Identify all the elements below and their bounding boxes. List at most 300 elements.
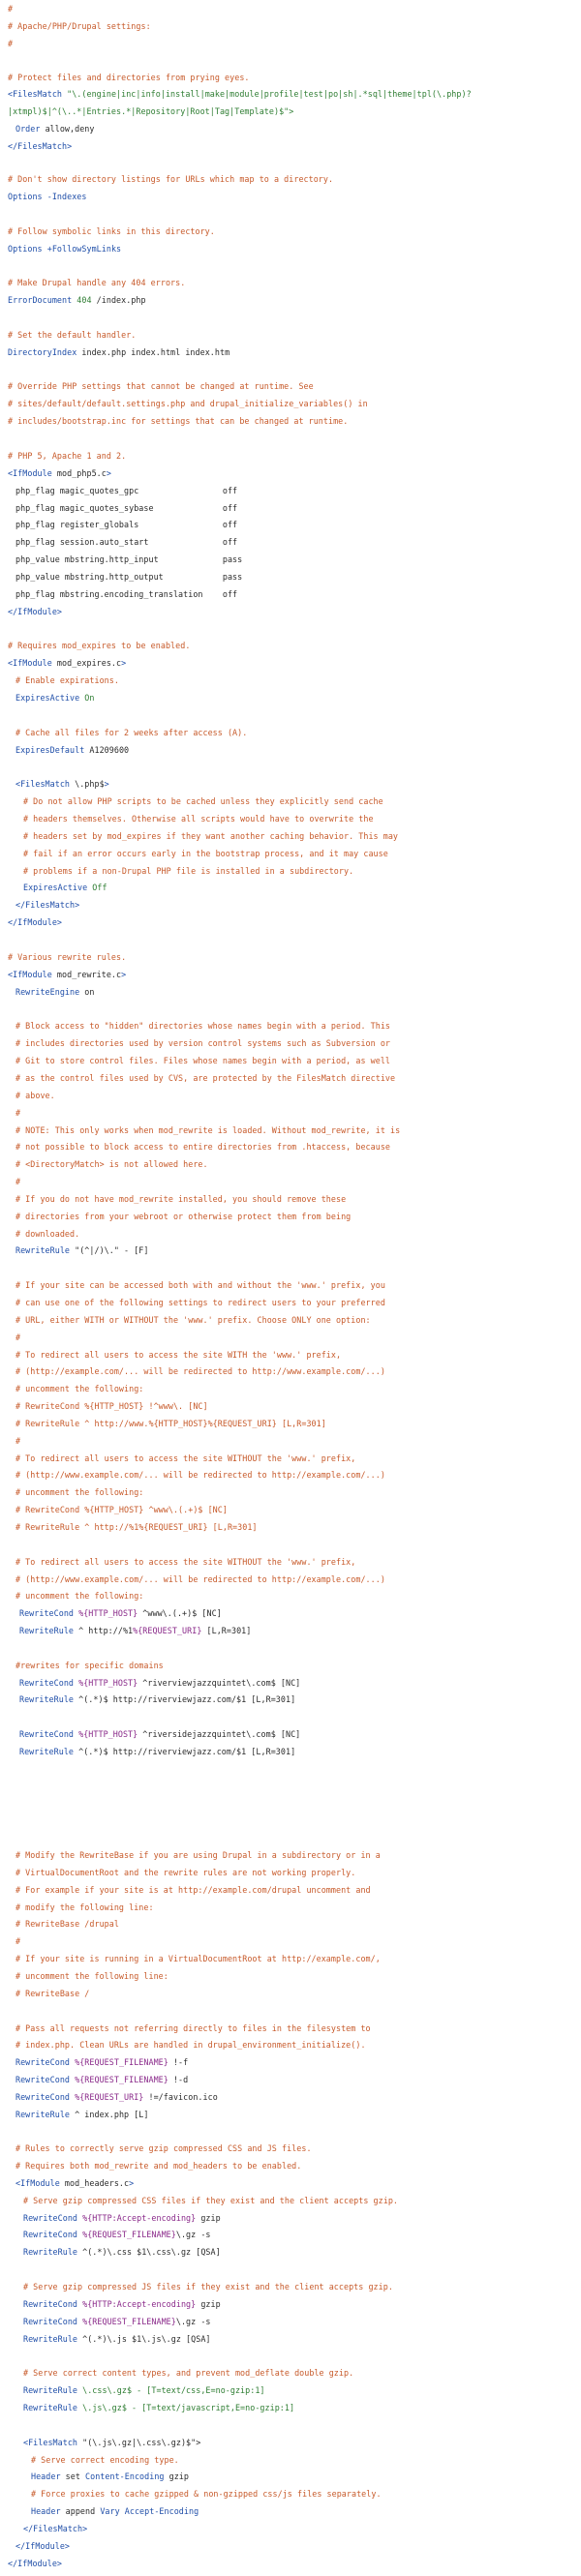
code-line <box>15 2142 312 2154</box>
code-line <box>8 467 111 479</box>
code-token: !=/favicon.ico <box>143 2092 218 2102</box>
code-token: %{REQUEST_FILENAME} <box>82 2317 176 2326</box>
code-line <box>15 2056 188 2068</box>
code-token: # For example if your site is at http://example.com/drupal uncomment and <box>15 1885 371 1895</box>
code-line <box>23 2316 211 2327</box>
code-line <box>15 1158 208 1170</box>
code-line <box>8 380 314 392</box>
code-token: # index.php. Clean URLs are handled in drupal_environment_initialize(). <box>15 2040 366 2050</box>
code-token: # not possible to block access to entire directories from .htaccess, because <box>15 1142 391 1152</box>
code-token: %{HTTP:Accept-encoding} <box>82 2213 197 2223</box>
code-token: RewriteRule <box>23 2385 83 2395</box>
code-line <box>8 969 126 980</box>
code-token: </IfModule> <box>8 2559 63 2568</box>
code-line <box>15 1297 385 1308</box>
code-token: %{REQUEST_FILENAME} <box>75 2057 168 2067</box>
code-token: ^ index.php [L] <box>75 2110 149 2119</box>
code-line <box>15 1935 20 1947</box>
code-token: # Make Drupal handle any 404 errors. <box>8 278 186 287</box>
code-line <box>15 1228 79 1240</box>
code-token: # <box>15 1333 21 1342</box>
code-token: # If your site is running in a VirtualDocumentRoot at http://example.com/, <box>15 1954 381 1963</box>
code-line <box>15 1072 395 1084</box>
code-token: <IfModule <box>8 468 57 478</box>
code-line <box>15 1573 385 1585</box>
code-line <box>15 1902 154 1913</box>
code-line <box>15 1884 371 1896</box>
code-line <box>15 1314 371 1326</box>
code-token: # uncomment the following: <box>15 1384 144 1393</box>
code-token: php_flag register_globals off <box>15 520 238 529</box>
code-line <box>15 1590 143 1602</box>
code-line <box>8 329 136 341</box>
code-token: RewriteRule <box>19 1626 79 1635</box>
code-line <box>15 1332 20 1343</box>
code-token: # headers themselves. Otherwise all scripts would have to overwrite the <box>23 814 374 824</box>
code-line <box>8 88 472 100</box>
code-token: <IfModule <box>8 658 57 668</box>
code-token: \.gz -s <box>175 2230 211 2239</box>
code-token: # If your site can be accessed both with and without the 'www.' prefix, you <box>15 1280 385 1290</box>
code-token: On <box>84 693 95 703</box>
code-token: %{REQUEST_FILENAME} <box>82 2230 176 2239</box>
code-token: php_flag mbstring.encoding_translation off <box>15 589 238 599</box>
code-line <box>15 1176 20 1187</box>
code-token: ExpiresDefault <box>15 745 90 755</box>
code-token: ExpiresActive <box>23 883 93 892</box>
code-token: # Serve gzip compressed JS files if they exist and the client accepts gzip. <box>23 2282 393 2291</box>
code-line <box>19 1607 222 1619</box>
code-token: %{REQUEST_URI} <box>75 2092 144 2102</box>
code-token: # directories from your webroot or otherwise protect them from being <box>15 1212 352 1221</box>
code-token: # (http://example.com/... will be redirected to http://www.example.com/...) <box>15 1366 385 1376</box>
code-token: ^riversidejazzquintet\.com$ [NC] <box>138 1729 301 1739</box>
code-line <box>15 899 79 911</box>
code-line <box>15 1556 355 1568</box>
code-token: php_flag magic_quotes_gpc off <box>15 486 238 495</box>
code-line <box>15 1660 164 1671</box>
code-line <box>15 1953 381 1964</box>
code-line <box>15 986 94 998</box>
code-token: gzip <box>168 2471 189 2481</box>
code-token: !-f <box>168 2057 189 2067</box>
code-token: php_flag magic_quotes_sybase off <box>15 503 238 513</box>
code-line <box>19 1693 295 1705</box>
code-line <box>23 795 383 807</box>
code-token: # To redirect all users to access the site WITHOUT the 'www.' prefix, <box>15 1453 356 1463</box>
code-token: Vary Accept-Encoding <box>100 2506 199 2516</box>
code-line <box>23 2212 221 2224</box>
code-token: RewriteCond <box>19 1678 79 1688</box>
code-token: \.gz -s <box>175 2317 211 2326</box>
code-token: # Apache/PHP/Drupal settings: <box>8 21 151 31</box>
code-line <box>8 243 121 255</box>
code-token: [L,R=301] <box>201 1626 252 1635</box>
code-token: # <box>15 1177 21 1186</box>
code-line <box>23 2281 393 2292</box>
code-token: # Serve gzip compressed CSS files if they exist and the client accepts gzip. <box>23 2196 399 2205</box>
code-token: # PHP 5, Apache 1 and 2. <box>8 451 127 461</box>
code-token: gzip <box>196 2213 221 2223</box>
code-token: # uncomment the following: <box>15 1591 144 1601</box>
code-token: /index.php <box>91 295 146 305</box>
code-token: # Protect files and directories from prying eyes. <box>8 73 250 82</box>
code-token: mod_php5.c <box>56 468 107 478</box>
code-token: # uncomment the following: <box>15 1487 144 1497</box>
code-token: # can use one of the following settings to redirect users to your preferred <box>15 1298 385 1307</box>
code-line <box>15 2091 218 2103</box>
code-line <box>15 1365 385 1377</box>
code-token: </FilesMatch> <box>8 141 73 151</box>
code-token: allow,deny <box>45 124 95 134</box>
code-token: %{HTTP_HOST} <box>78 1608 138 1618</box>
code-token: RewriteCond <box>15 2057 76 2067</box>
code-line <box>19 1625 251 1636</box>
code-token: # Serve correct content types, and prevent mod_deflate double gzip. <box>23 2368 354 2378</box>
code-token: |xtmpl)$|^(\..*|Entries.*|Repository|Root|Tag|Template)$"> <box>8 106 294 116</box>
code-line <box>15 2109 149 2120</box>
code-token: "(^|/)\." - [F] <box>75 1245 149 1255</box>
code-token: # Modify the RewriteBase if you are using Drupal in a subdirectory or in a <box>15 1850 381 1860</box>
code-line <box>15 727 247 738</box>
code-token: # Git to store control files. Files whose names begin with a period, as well <box>15 1056 391 1065</box>
code-line <box>15 1037 390 1049</box>
code-line <box>15 519 237 530</box>
code-token: # Cache all files for 2 weeks after access (A). <box>15 728 248 737</box>
code-token: "\.(engine|inc|info|install|make|module|profile|test|po|sh|.*sql|theme|tpl(\.php)? <box>67 89 472 99</box>
code-token: # uncomment the following line: <box>15 1971 168 1981</box>
code-token: # (http://www.example.com/... will be redirected to http://example.com/...) <box>15 1574 385 1584</box>
code-token: # Force proxies to cache gzipped & non-gzipped css/js files separately. <box>31 2489 382 2499</box>
code-line <box>23 2195 398 2206</box>
code-line <box>15 554 242 565</box>
code-token: ^(.*)$ http://riverviewjazz.com/$1 [L,R=301] <box>78 1694 296 1704</box>
code-line <box>15 536 237 548</box>
code-token: RewriteRule <box>19 1694 79 1704</box>
code-token: # Requires both mod_rewrite and mod_headers to be enabled. <box>15 2161 302 2171</box>
code-line <box>23 2384 265 2396</box>
code-token: # RewriteCond %{HTTP_HOST} ^www\.(.+)$ [NC] <box>15 1505 228 1514</box>
code-line <box>31 2488 382 2500</box>
code-token: Content-Encoding <box>85 2471 169 2481</box>
code-token: # includes directories used by version control systems such as Subversion or <box>15 1038 391 1048</box>
code-line <box>15 1124 400 1136</box>
code-line <box>15 1486 143 1498</box>
code-token: RewriteCond <box>23 2213 83 2223</box>
code-line <box>15 1988 89 1999</box>
code-line <box>15 1400 208 1412</box>
code-line <box>8 105 293 117</box>
code-token: php_value mbstring.http_output pass <box>15 572 243 582</box>
code-token: # downloaded. <box>15 1229 80 1239</box>
code-line <box>8 398 368 409</box>
code-line <box>8 450 126 462</box>
code-token: mod_headers.c <box>64 2178 130 2188</box>
code-token: </IfModule> <box>8 917 63 927</box>
code-token: RewriteRule <box>19 1747 79 1756</box>
code-token: gzip <box>196 2299 221 2309</box>
code-token: # includes/bootstrap.inc for settings that can be changed at runtime. <box>8 416 349 426</box>
code-token: <FilesMatch <box>8 89 68 99</box>
code-token: -Indexes <box>46 192 87 201</box>
code-line <box>8 606 62 617</box>
code-line <box>15 1090 55 1101</box>
code-line <box>15 692 94 704</box>
code-token: index.php index.html index.htm <box>81 347 230 357</box>
code-line <box>15 778 109 790</box>
code-token: Off <box>92 883 107 892</box>
code-token: <FilesMatch <box>15 779 76 789</box>
code-token: \.php$ <box>75 779 105 789</box>
code-line <box>15 485 237 496</box>
code-token: # <box>8 4 14 14</box>
code-line <box>8 38 13 49</box>
code-token: # <box>8 39 14 48</box>
code-token: # as the control files used by CVS, are protected by the FilesMatch directive <box>15 1073 396 1083</box>
code-token: # RewriteRule ^ http://%1%{REQUEST_URI} [L,R=301] <box>15 1522 258 1532</box>
code-line <box>15 1383 143 1394</box>
code-token: # <DirectoryMatch> is not allowed here. <box>15 1159 208 1169</box>
code-token: # Follow symbolic links in this directory. <box>8 226 215 236</box>
code-line <box>8 72 250 83</box>
code-token: # Do not allow PHP scripts to be cached unless they explicitly send cache <box>23 796 383 806</box>
code-token: %{REQUEST_FILENAME} <box>75 2075 168 2084</box>
code-line <box>15 2022 371 2034</box>
code-token: # RewriteBase / <box>15 1989 90 1998</box>
code-line <box>15 1107 20 1119</box>
code-line <box>15 1849 381 1861</box>
code-token: # <box>15 1436 21 1446</box>
code-line <box>8 415 348 427</box>
code-line <box>8 140 72 152</box>
code-line <box>8 346 229 358</box>
code-token: %{HTTP_HOST} <box>78 1729 138 1739</box>
code-line <box>15 1349 341 1361</box>
code-token: append <box>65 2506 101 2516</box>
code-token: # Enable expirations. <box>15 675 119 685</box>
code-token: \.js\.gz$ - [T=text/javascript,E=no-gzip:1] <box>82 2403 295 2412</box>
code-line <box>15 123 94 135</box>
code-line <box>15 2160 301 2172</box>
code-line <box>8 294 146 306</box>
code-line <box>31 2454 179 2466</box>
code-line <box>15 1435 20 1447</box>
code-line <box>23 2229 211 2240</box>
code-line <box>15 2074 188 2085</box>
code-token: # URL, either WITH or WITHOUT the 'www.' prefix. Choose ONLY one option: <box>15 1315 371 1325</box>
code-line <box>23 882 107 893</box>
code-token: # RewriteRule ^ http://www.%{HTTP_HOST}%{REQUEST_URI} [L,R=301] <box>15 1419 326 1428</box>
code-token: RewriteCond <box>23 2299 83 2309</box>
code-token: # problems if a non-Drupal PHP file is installed in a subdirectory. <box>23 866 354 876</box>
code-line <box>23 2333 211 2345</box>
code-line <box>15 1279 385 1291</box>
code-token: ExpiresActive <box>15 693 85 703</box>
code-token: "(\.js\.gz|\.css\.gz)$"> <box>82 2438 201 2447</box>
code-token: %{HTTP:Accept-encoding} <box>82 2299 197 2309</box>
code-line <box>8 2558 62 2569</box>
code-line <box>15 1418 326 1429</box>
code-line <box>15 1055 390 1066</box>
code-token: RewriteRule <box>15 1245 76 1255</box>
code-token: Order <box>15 124 46 134</box>
code-token: RewriteEngine <box>15 987 85 997</box>
code-token: > <box>121 658 127 668</box>
code-token: </FilesMatch> <box>23 2524 88 2533</box>
code-line <box>23 2367 353 2379</box>
code-line <box>15 1020 390 1032</box>
code-line <box>31 2471 189 2482</box>
code-token: ^(.*)\.css $1\.css\.gz [QSA] <box>82 2247 221 2257</box>
code-token: RewriteCond <box>23 2230 83 2239</box>
code-token: A1209600 <box>89 745 130 755</box>
code-token: +FollowSymLinks <box>46 244 122 254</box>
code-token: RewriteRule <box>15 2110 76 2119</box>
code-line <box>23 813 374 824</box>
code-token: RewriteRule <box>23 2247 83 2257</box>
code-token: set <box>65 2471 86 2481</box>
code-line <box>8 951 126 963</box>
code-line <box>15 1211 351 1222</box>
code-token: > <box>106 468 111 478</box>
code-line <box>23 865 353 877</box>
code-token: # Various rewrite rules. <box>8 952 127 962</box>
code-line <box>23 2298 221 2310</box>
code-line <box>19 1746 295 1757</box>
code-token: # Don't show directory listings for URLs which map to a directory. <box>8 174 334 184</box>
code-line <box>8 640 190 651</box>
code-token: # NOTE: This only works when mod_rewrite is loaded. Without mod_rewrite, it is <box>15 1125 401 1135</box>
code-token: RewriteCond <box>23 2317 83 2326</box>
code-token: Options <box>8 192 47 201</box>
code-token: # Block access to "hidden" directories whose names begin with a period. This <box>15 1021 391 1031</box>
code-token: ^www\.(.+)$ [NC] <box>138 1608 222 1618</box>
code-token: ^(.*)\.js $1\.js\.gz [QSA] <box>82 2334 211 2344</box>
code-token: ^(.*)$ http://riverviewjazz.com/$1 [L,R=301] <box>78 1747 296 1756</box>
code-line <box>15 502 237 514</box>
code-token: <IfModule <box>8 970 57 979</box>
code-token: # RewriteCond %{HTTP_HOST} !^www\. [NC] <box>15 1401 208 1411</box>
code-token: # Pass all requests not referring directly to files in the filesystem to <box>15 2023 371 2033</box>
code-line <box>15 1867 355 1878</box>
code-token: # Serve correct encoding type. <box>31 2455 179 2465</box>
code-line <box>15 1918 119 1930</box>
code-token: #rewrites for specific domains <box>15 1661 164 1670</box>
code-token: ErrorDocument <box>8 295 77 305</box>
code-token: php_value mbstring.http_input pass <box>15 554 243 564</box>
code-token: # fail if an error occurs early in the bootstrap process, and it may cause <box>23 849 388 858</box>
code-line <box>15 2177 134 2189</box>
code-line <box>15 1521 258 1533</box>
code-line <box>23 830 398 842</box>
code-token: > <box>129 2178 135 2188</box>
code-token: RewriteRule <box>23 2334 83 2344</box>
code-token: 404 <box>76 295 92 305</box>
code-token: # <box>15 1108 21 1118</box>
code-token: <IfModule <box>15 2178 65 2188</box>
code-line <box>15 1193 346 1205</box>
code-line <box>8 191 87 202</box>
code-token: ^ http://%1 <box>78 1626 134 1635</box>
code-line <box>23 2402 294 2413</box>
code-line <box>23 2523 87 2534</box>
code-token: </IfModule> <box>8 607 63 616</box>
code-line <box>15 1469 385 1481</box>
code-token: # Override PHP settings that cannot be changed at runtime. See <box>8 381 314 391</box>
code-line <box>15 571 242 583</box>
code-line <box>15 588 237 600</box>
code-token: # Rules to correctly serve gzip compressed CSS and JS files. <box>15 2143 312 2153</box>
code-token: on <box>84 987 95 997</box>
code-line <box>15 2540 70 2552</box>
code-token: # If you do not have mod_rewrite installed, you should remove these <box>15 1194 347 1204</box>
code-token: <FilesMatch <box>23 2438 83 2447</box>
code-line <box>15 744 129 756</box>
code-token: # Set the default handler. <box>8 330 137 340</box>
code-token: > <box>121 970 127 979</box>
code-token: Options <box>8 244 47 254</box>
code-token: # RewriteBase /drupal <box>15 1919 119 1929</box>
code-line <box>23 2437 200 2448</box>
code-token: Header <box>31 2471 66 2481</box>
code-token: > <box>104 779 109 789</box>
code-line <box>8 3 13 15</box>
code-line <box>23 2246 221 2258</box>
code-line <box>15 674 119 686</box>
code-token: !-d <box>168 2075 189 2084</box>
code-line <box>8 657 126 669</box>
code-token: # sites/default/default.settings.php and drupal_initialize_variables() in <box>8 399 368 408</box>
code-token: # Requires mod_expires to be enabled. <box>8 641 191 650</box>
code-token: RewriteCond <box>15 2075 76 2084</box>
code-token: %{REQUEST_URI} <box>133 1626 202 1635</box>
code-line <box>19 1677 300 1689</box>
code-line <box>8 277 185 288</box>
code-line <box>8 20 151 32</box>
code-line <box>15 1504 228 1515</box>
code-token: RewriteCond <box>15 2092 76 2102</box>
code-token: RewriteCond <box>19 1608 79 1618</box>
code-line <box>15 1970 168 1982</box>
code-token: </IfModule> <box>15 2541 71 2551</box>
code-token: mod_expires.c <box>56 658 122 668</box>
code-line <box>15 1453 355 1464</box>
code-line <box>8 916 62 928</box>
code-token: \.css\.gz$ - [T=text/css,E=no-gzip:1] <box>82 2385 265 2395</box>
code-token: # (http://www.example.com/... will be redirected to http://example.com/...) <box>15 1470 385 1480</box>
code-token: # modify the following line: <box>15 1902 154 1912</box>
code-line <box>15 1244 149 1256</box>
code-line <box>8 173 333 185</box>
code-token: # above. <box>15 1091 55 1100</box>
code-line <box>31 2505 199 2517</box>
code-token: # To redirect all users to access the site WITHOUT the 'www.' prefix, <box>15 1557 356 1567</box>
code-line <box>23 848 388 859</box>
code-token: RewriteRule <box>23 2403 83 2412</box>
code-token: # headers set by mod_expires if they want another caching behavior. This may <box>23 831 399 841</box>
code-token: php_flag session.auto_start off <box>15 537 238 547</box>
code-line <box>19 1728 300 1740</box>
code-token: # To redirect all users to access the site WITH the 'www.' prefix, <box>15 1350 342 1360</box>
code-token: ^riverviewjazzquintet\.com$ [NC] <box>138 1678 301 1688</box>
code-token: RewriteCond <box>19 1729 79 1739</box>
code-line <box>15 2039 366 2051</box>
code-line <box>8 225 215 237</box>
code-token: Header <box>31 2506 66 2516</box>
code-line <box>15 1141 390 1153</box>
code-token: DirectoryIndex <box>8 347 82 357</box>
code-token: # VirtualDocumentRoot and the rewrite rules are not working properly. <box>15 1868 356 1877</box>
